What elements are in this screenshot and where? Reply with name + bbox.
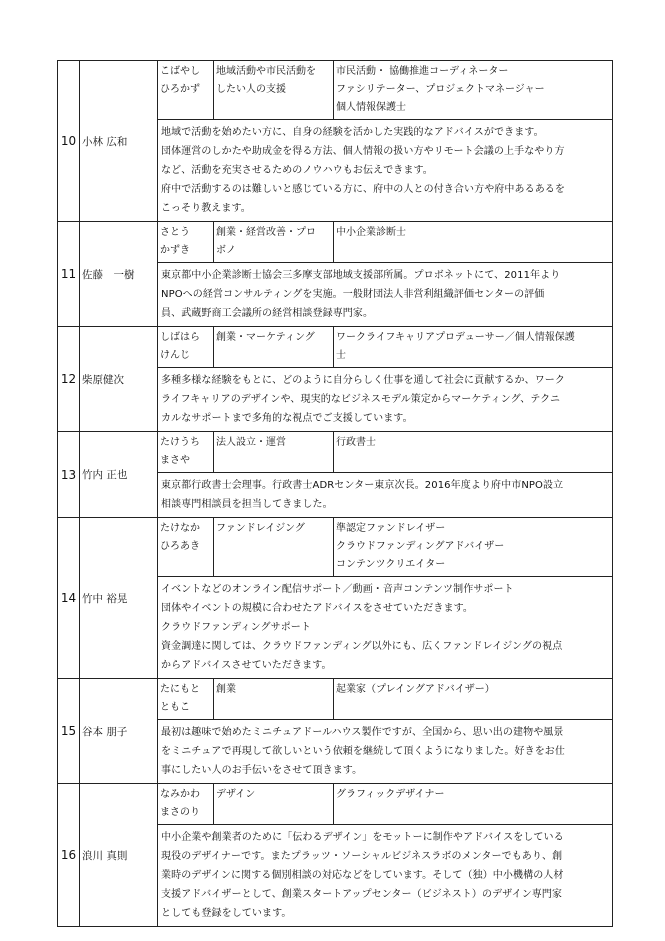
advisor-kana <box>158 222 214 263</box>
advisor-kana-line: けんじ <box>160 350 190 361</box>
advisor-description-line: NPOへの経営コンサルティングを実施。一般財団法人非営利組織評価センターの評価 <box>161 289 545 300</box>
advisor-description-line: 支援アドバイザーとして、創業スタートアップセンター（ビジネスト）のデザイン専門家 <box>161 889 563 900</box>
advisor-kana-line: かずき <box>160 245 190 256</box>
advisor-qualifications <box>334 61 613 120</box>
advisor-field-line: 地域活動や市民活動を <box>216 66 316 77</box>
advisor-description-line: 府中で活動するのは難しいと感じている方に、府中の人との付き合い方や府中あるあるを <box>161 184 565 195</box>
advisor-qualification-line: 行政書士 <box>336 437 376 448</box>
advisor-number: 10 <box>58 61 80 222</box>
advisor-kana-line: しばはら <box>160 332 200 343</box>
advisor-description-line: こっそり教えます。 <box>161 203 251 214</box>
advisor-kana <box>158 518 214 577</box>
advisor-field-line: デザイン <box>216 789 256 800</box>
advisor-kana-line: たけなか <box>160 523 200 534</box>
advisor-qualifications <box>334 432 613 473</box>
advisor-qualification-line: ワークライフキャリアプロデューサー／個人情報保護 <box>336 332 575 343</box>
advisor-description <box>158 120 613 222</box>
advisor-qualification-line: 起業家（プレイングアドバイザー） <box>336 684 495 695</box>
advisor-number: 14 <box>58 518 80 679</box>
advisor-description <box>158 577 613 679</box>
advisor-description-line: 東京都行政書士会理事。行政書士ADRセンター東京次長。2016年度より府中市NPO設立 <box>161 480 564 491</box>
advisor-kana <box>158 327 214 368</box>
advisor-kana-line: さとう <box>160 227 190 238</box>
advisor-number: 16 <box>58 784 80 927</box>
advisor-description-line: カルなサポートまで多角的な視点でご支援しています。 <box>161 413 413 424</box>
advisor-description-line: など、活動を充実させるためのノウハウもお伝えできます。 <box>161 165 433 176</box>
advisor-description-line: イベントなどのオンライン配信サポート／動画・音声コンテンツ制作サポート <box>161 584 514 595</box>
advisor-field <box>214 222 334 263</box>
advisor-field-line: 法人設立・運営 <box>216 437 286 448</box>
advisor-description-line: としても登録をしています。 <box>161 908 292 919</box>
advisor-description-line: をミニチュアで再現して欲しいという依頼を継続して頂くようになりました。好きをお仕 <box>161 746 565 757</box>
advisor-number: 12 <box>58 327 80 432</box>
advisor-description-line: からアドバイスさせていただきます。 <box>161 660 332 671</box>
advisor-description <box>158 720 613 784</box>
advisor-description-line: 多種多様な経験をもとに、どのように自分らしく仕事を通して社会に貢献するか、ワーク <box>161 375 565 386</box>
advisor-number: 15 <box>58 679 80 784</box>
advisor-kana-line: ひろあき <box>160 541 200 552</box>
advisor-description <box>158 263 613 327</box>
advisor-kana <box>158 679 214 720</box>
advisor-field-line: 創業 <box>216 684 236 695</box>
advisor-description <box>158 368 613 432</box>
advisor-name: 浪川 真則 <box>80 784 158 927</box>
advisor-kana-line: ともこ <box>160 702 190 713</box>
advisor-row <box>58 784 613 825</box>
advisor-name: 佐藤 一樹 <box>80 222 158 327</box>
advisor-kana-line: たにもと <box>160 684 200 695</box>
advisor-field <box>214 518 334 577</box>
advisor-qualifications <box>334 222 613 263</box>
advisor-description <box>158 825 613 927</box>
advisor-table-body <box>58 61 613 927</box>
advisor-description-line: クラウドファンディングサポート <box>161 622 311 633</box>
advisor-description-line: 団体やイベントの規模に合わせたアドバイスをさせていただきます。 <box>161 603 473 614</box>
advisor-field-line: ボノ <box>216 245 236 256</box>
advisor-kana <box>158 784 214 825</box>
advisor-field-line: 創業・マーケティング <box>216 332 315 343</box>
advisor-description-line: 東京都中小企業診断士協会三多摩支部地域支援部所属。プロボネットにて、2011年より <box>161 270 561 281</box>
advisor-number: 13 <box>58 432 80 518</box>
advisor-row <box>58 61 613 120</box>
advisor-kana-line: ひろかず <box>160 84 200 95</box>
advisor-description-line: 中小企業や創業者のために「伝わるデザイン」をモットーに制作やアドバイスをしている <box>161 832 564 843</box>
advisor-kana-line: まさや <box>160 455 190 466</box>
advisor-qualification-line: 個人情報保護士 <box>336 102 406 113</box>
advisor-row <box>58 679 613 720</box>
advisor-row <box>58 327 613 368</box>
advisor-table <box>57 60 613 927</box>
advisor-field-line: 創業・経営改善・プロ <box>216 227 316 238</box>
advisor-kana-line: こばやし <box>160 66 200 77</box>
advisor-qualification-line: 準認定ファンドレイザー <box>336 523 446 534</box>
advisor-description-line: 現役のデザイナーです。またプラッツ・ソーシャルビジネスラボのメンターでもあり、創 <box>161 851 563 862</box>
advisor-description-line: 員、武蔵野商工会議所の経営相談登録専門家。 <box>161 308 374 319</box>
advisor-field <box>214 432 334 473</box>
advisor-field <box>214 679 334 720</box>
advisor-description <box>158 473 613 518</box>
advisor-kana-line: たけうち <box>160 437 200 448</box>
advisor-field <box>214 784 334 825</box>
advisor-description-line: 最初は趣味で始めたミニチュアドールハウス製作ですが、全国から、思い出の建物や風景 <box>161 727 564 738</box>
advisor-kana-line: なみかわ <box>160 789 200 800</box>
advisor-name: 竹中 裕晃 <box>80 518 158 679</box>
advisor-name: 柴原健次 <box>80 327 158 432</box>
advisor-qualification-line: 中小企業診断士 <box>336 227 406 238</box>
advisor-qualification-line: クラウドファンディングアドバイザー <box>336 541 505 552</box>
advisor-description-line: 資金調達に関しては、クラウドファンディング以外にも、広くファンドレイジングの視点 <box>161 641 563 652</box>
advisor-number: 11 <box>58 222 80 327</box>
advisor-row <box>58 432 613 473</box>
advisor-qualifications <box>334 518 613 577</box>
advisor-field <box>214 327 334 368</box>
advisor-qualification-line: コンテンツクリエイター <box>336 559 446 570</box>
advisor-description-line: 事にしたい人のお手伝いをさせて頂きます。 <box>161 765 363 776</box>
advisor-qualifications <box>334 327 613 368</box>
advisor-qualification-line: グラフィックデザイナー <box>336 789 445 800</box>
advisor-description-line: ライフキャリアのデザインや、現実的なビジネスモデル策定からマーケティング、テクニ <box>161 394 561 405</box>
advisor-name: 谷本 朋子 <box>80 679 158 784</box>
advisor-qualifications <box>334 679 613 720</box>
advisor-qualifications <box>334 784 613 825</box>
advisor-description-line: 団体運営のしかたや助成金を得る方法、個人情報の扱い方やリモート会議の上手なやり方 <box>161 146 565 157</box>
advisor-qualification-line: ファシリテーター、プロジェクトマネージャー <box>336 84 545 95</box>
advisor-field-line: したい人の支援 <box>216 84 286 95</box>
advisor-qualification-line: 市民活動・ 協働推進コーディネーター <box>336 66 509 77</box>
advisor-name: 竹内 正也 <box>80 432 158 518</box>
advisor-kana <box>158 61 214 120</box>
advisor-description-line: 相談専門相談員を担当してきました。 <box>161 499 333 510</box>
advisor-description-line: 業時のデザインに関する個別相談の対応などをしています。そして（独）中小機構の人材 <box>161 870 564 881</box>
advisor-kana-line: まさのり <box>160 807 200 818</box>
advisor-row <box>58 222 613 263</box>
advisor-field-line: ファンドレイジング <box>216 523 305 534</box>
advisor-qualification-line: 士 <box>336 350 346 361</box>
advisor-field <box>214 61 334 120</box>
advisor-kana <box>158 432 214 473</box>
advisor-description-line: 地域で活動を始めたい方に、自身の経験を活かした実践的なアドバイスができます。 <box>161 127 544 138</box>
advisor-name: 小林 広和 <box>80 61 158 222</box>
advisor-row <box>58 518 613 577</box>
